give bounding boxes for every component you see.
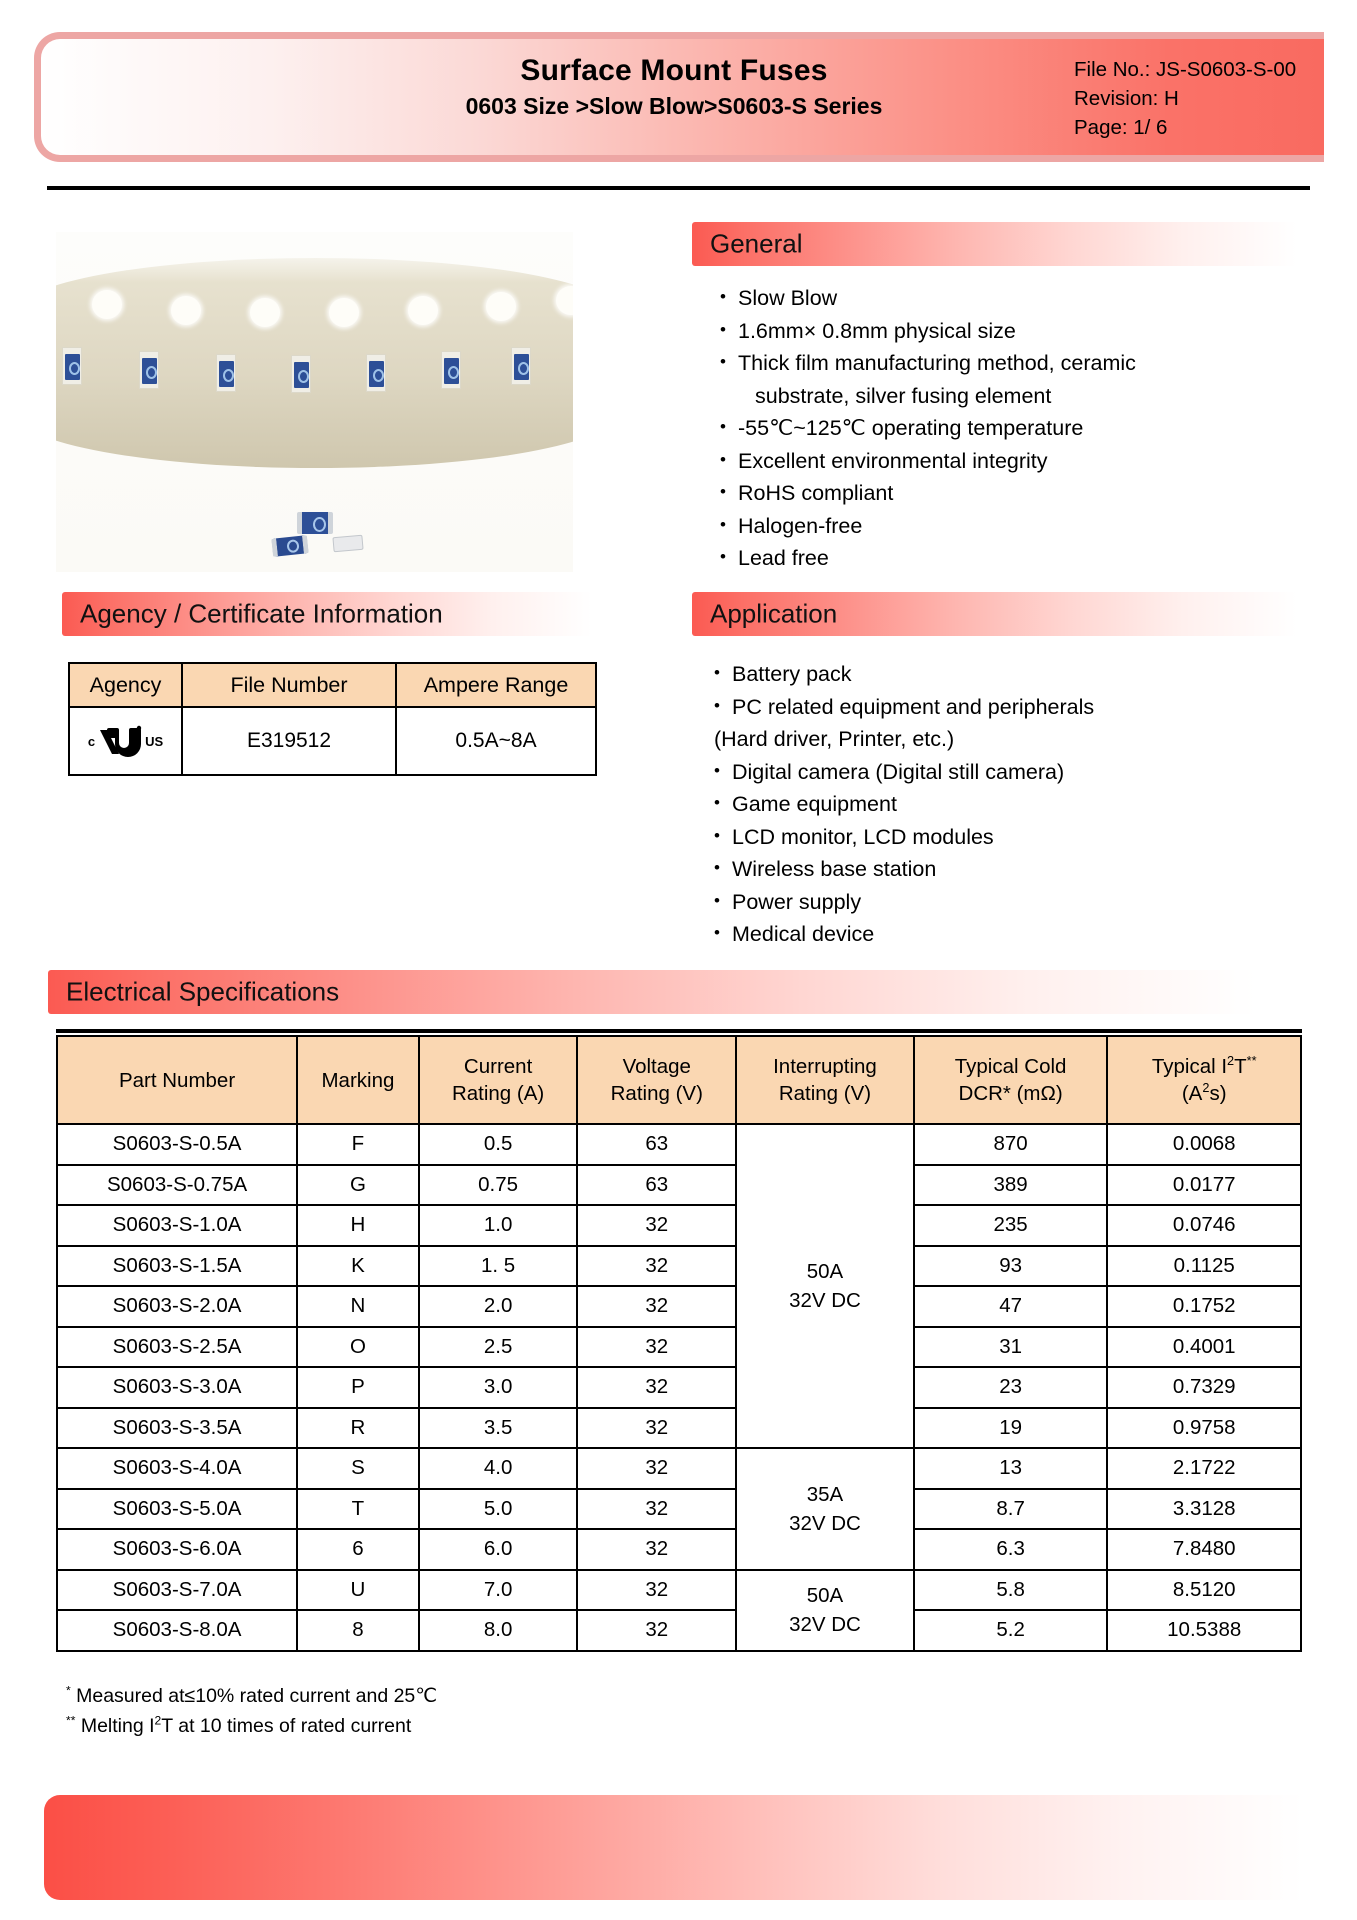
cell-part-number: S0603-S-1.5A <box>57 1246 297 1287</box>
interrupting-voltage: 32V DC <box>789 1613 861 1636</box>
table-row <box>57 1529 1301 1570</box>
column-header-line1: Typical $I^2T^{**}$ <box>1151 1053 1257 1078</box>
footnote-1 <box>66 1681 437 1711</box>
cell-voltage-rating: 63 <box>577 1165 736 1206</box>
list-item: • Medical device <box>712 918 1094 951</box>
cell-marking: G <box>297 1165 419 1206</box>
table-row <box>57 1448 1301 1489</box>
cell-i2t: 0.1752 <box>1107 1286 1301 1327</box>
tape-highlight <box>56 242 573 282</box>
cell-i2t: 7.8480 <box>1107 1529 1301 1570</box>
spec-table-top-rule <box>56 1029 1302 1033</box>
tape-pocket <box>139 351 159 389</box>
cell-i2t: 0.0068 <box>1107 1124 1301 1165</box>
column-header-line2: $(A^2s)$ <box>1181 1080 1227 1105</box>
cell-i2t: 0.1125 <box>1107 1246 1301 1287</box>
cell-cold-dcr: 13 <box>914 1448 1108 1489</box>
cell-cold-dcr: 8.7 <box>914 1489 1108 1530</box>
list-item: • PC related equipment and peripherals <box>712 691 1094 724</box>
column-header-line1: Part Number <box>118 1068 236 1092</box>
cell-cold-dcr: 5.8 <box>914 1570 1108 1611</box>
cell-current-rating: 2.5 <box>419 1327 578 1368</box>
cell-part-number: S0603-S-3.0A <box>57 1367 297 1408</box>
interrupting-current: 35A <box>806 1482 844 1506</box>
cell-voltage-rating: 32 <box>577 1327 736 1368</box>
interrupting-voltage: 32V DC <box>789 1511 861 1535</box>
smd-fuse-chip <box>444 358 459 384</box>
application-list <box>712 658 1094 951</box>
cell-voltage-rating: 32 <box>577 1246 736 1287</box>
section-title-electrical: Electrical Specifications <box>66 976 340 1007</box>
cell-part-number: S0603-S-7.0A <box>57 1570 297 1611</box>
column-header-file-number: File Number <box>182 663 396 707</box>
cell-voltage-rating: 32 <box>577 1367 736 1408</box>
column-header-line1: Typical Cold <box>954 1055 1067 1078</box>
table-row <box>57 1246 1301 1287</box>
culus-us-label: US <box>145 733 164 749</box>
cell-i2t: 0.0746 <box>1107 1205 1301 1246</box>
cell-cold-dcr: 23 <box>914 1367 1108 1408</box>
list-item: • RoHS compliant <box>718 477 1136 510</box>
page-title: Surface Mount Fuses <box>520 54 828 87</box>
cell-part-number: S0603-S-2.0A <box>57 1286 297 1327</box>
cell-voltage-rating: 32 <box>577 1286 736 1327</box>
tape-sprocket-hole <box>486 292 516 321</box>
cell-voltage-rating: 63 <box>577 1124 736 1165</box>
cell-marking: N <box>297 1286 419 1327</box>
cell-marking: 8 <box>297 1610 419 1651</box>
page-number-label: Page: 1/ 6 <box>1074 116 1168 139</box>
list-item: • Excellent environmental integrity <box>718 445 1136 478</box>
table-row <box>57 1408 1301 1449</box>
section-header-electrical <box>48 970 1306 1014</box>
tape-pocket <box>62 347 82 385</box>
column-header-line1: Interrupting <box>773 1055 877 1078</box>
cell-part-number: S0603-S-4.0A <box>57 1448 297 1489</box>
product-photo <box>56 232 573 572</box>
section-header-general <box>692 222 1322 266</box>
cell-marking: U <box>297 1570 419 1611</box>
cell-voltage-rating: 32 <box>577 1570 736 1611</box>
list-item: • Battery pack <box>712 658 1094 691</box>
page-subtitle: 0603 Size >Slow Blow>S0603-S Series <box>465 93 883 119</box>
tape-sprocket-hole <box>92 290 122 319</box>
cell-part-number: S0603-S-3.5A <box>57 1408 297 1449</box>
list-item: • Power supply <box>712 886 1094 919</box>
cell-marking: R <box>297 1408 419 1449</box>
cell-current-rating: 1.0 <box>419 1205 578 1246</box>
column-header-typical-i2t <box>1107 1036 1301 1124</box>
cell-cold-dcr: 19 <box>914 1408 1108 1449</box>
cell-interrupting-rating <box>736 1124 914 1448</box>
cell-cold-dcr: 6.3 <box>914 1529 1108 1570</box>
cell-current-rating: 1. 5 <box>419 1246 578 1287</box>
culus-c-label: c <box>87 733 96 749</box>
cell-voltage-rating: 32 <box>577 1205 736 1246</box>
footnote-2: ** Melting $I^2T$ at 10 times of rated current <box>66 1713 412 1737</box>
list-item: (Hard driver, Printer, etc.) <box>714 727 955 751</box>
agency-certificate-table <box>68 662 597 776</box>
list-item: • Wireless base station <box>712 853 1094 886</box>
list-item: substrate, silver fusing element <box>755 383 1052 408</box>
column-header-ampere-range: Ampere Range <box>396 663 596 707</box>
page-footer-bar <box>44 1795 1329 1900</box>
smd-fuse-chip <box>142 358 157 384</box>
cell-marking: F <box>297 1124 419 1165</box>
cell-part-number: S0603-S-6.0A <box>57 1529 297 1570</box>
culus-mark-icon <box>88 724 163 758</box>
tape-sprocket-hole <box>329 298 359 327</box>
cell-i2t: 0.4001 <box>1107 1327 1301 1368</box>
list-item: • LCD monitor, LCD modules <box>712 821 1094 854</box>
tape-pocket <box>216 354 236 392</box>
table-row <box>57 1489 1301 1530</box>
cell-marking: 6 <box>297 1529 419 1570</box>
cell-current-rating: 4.0 <box>419 1448 578 1489</box>
cell-current-rating: 8.0 <box>419 1610 578 1651</box>
cell-marking: K <box>297 1246 419 1287</box>
cell-cold-dcr: 47 <box>914 1286 1108 1327</box>
list-item: • Slow Blow <box>718 282 1136 315</box>
agency-ampere-range: 0.5A~8A <box>396 707 596 775</box>
tape-sprocket-hole <box>408 296 438 325</box>
smd-fuse-chip <box>514 354 529 380</box>
cell-current-rating: 7.0 <box>419 1570 578 1611</box>
tape-pocket <box>366 354 386 392</box>
general-list <box>718 282 1136 575</box>
column-header-line1: Current <box>463 1055 533 1078</box>
section-header-application <box>692 592 1322 636</box>
list-item: • Thick film manufacturing method, ceramic <box>718 347 1136 380</box>
footnote-2-marker: ** <box>66 1713 76 1728</box>
cell-current-rating: 0.75 <box>419 1165 578 1206</box>
column-header-agency: Agency <box>69 663 182 707</box>
column-header-line2: DCR* (mΩ) <box>958 1082 1063 1105</box>
interrupting-current: 50A <box>806 1260 844 1283</box>
cell-marking: S <box>297 1448 419 1489</box>
cell-i2t: 2.1722 <box>1107 1448 1301 1489</box>
cell-voltage-rating: 32 <box>577 1529 736 1570</box>
cell-interrupting-rating <box>736 1448 914 1570</box>
cell-voltage-rating: 32 <box>577 1448 736 1489</box>
cell-cold-dcr: 870 <box>914 1124 1108 1165</box>
list-item: • -55℃~125℃ operating temperature <box>718 412 1136 445</box>
smd-fuse-chip <box>294 362 309 388</box>
table-header-row <box>57 1036 1301 1124</box>
column-header-voltage-rating <box>577 1036 736 1124</box>
tape-sprocket-hole <box>171 296 201 325</box>
footnote-1-text: Measured at≤10% rated current and 25℃ <box>76 1685 438 1707</box>
ul-mark-icon <box>97 724 143 758</box>
cell-part-number: S0603-S-2.5A <box>57 1327 297 1368</box>
cell-part-number: S0603-S-5.0A <box>57 1489 297 1530</box>
loose-fuse-underside <box>332 535 363 553</box>
smd-fuse-chip <box>369 361 384 387</box>
cell-cold-dcr: 389 <box>914 1165 1108 1206</box>
header-document-meta <box>1074 55 1296 142</box>
footnote-1-marker: * <box>66 1683 71 1698</box>
agency-file-number: E319512 <box>182 707 396 775</box>
cell-i2t: 0.9758 <box>1107 1408 1301 1449</box>
loose-fuse-left <box>271 535 309 557</box>
revision-label: Revision: H <box>1074 87 1179 110</box>
table-row <box>57 1570 1301 1611</box>
interrupting-current: 50A <box>806 1584 844 1607</box>
tape-pocket <box>291 355 311 393</box>
column-header-line1: Voltage <box>622 1055 691 1078</box>
column-header-current-rating <box>419 1036 578 1124</box>
cell-i2t: 10.5388 <box>1107 1610 1301 1651</box>
table-row <box>69 707 596 775</box>
interrupting-voltage: 32V DC <box>789 1289 861 1312</box>
list-item: • Game equipment <box>712 788 1094 821</box>
column-header-marking <box>297 1036 419 1124</box>
column-header-line2: Rating (V) <box>610 1082 703 1105</box>
header-title-block <box>414 52 934 122</box>
list-item: • Digital camera (Digital still camera) <box>712 756 1094 789</box>
cell-current-rating: 3.5 <box>419 1408 578 1449</box>
column-header-line1: Marking <box>321 1068 395 1092</box>
carrier-tape <box>56 258 573 468</box>
tape-sprocket-hole <box>250 298 280 327</box>
list-item: • Halogen-free <box>718 510 1136 543</box>
cell-cold-dcr: 31 <box>914 1327 1108 1368</box>
section-header-agency <box>62 592 614 636</box>
cell-cold-dcr: 93 <box>914 1246 1108 1287</box>
loose-fuse-top <box>297 512 333 534</box>
cell-cold-dcr: 5.2 <box>914 1610 1108 1651</box>
cell-voltage-rating: 32 <box>577 1489 736 1530</box>
column-header-interrupting-rating <box>736 1036 914 1124</box>
cell-current-rating: 5.0 <box>419 1489 578 1530</box>
electrical-specifications-table <box>56 1035 1302 1652</box>
tape-pocket <box>511 347 531 385</box>
column-header-part-number <box>57 1036 297 1124</box>
cell-voltage-rating: 32 <box>577 1408 736 1449</box>
cell-part-number: S0603-S-0.5A <box>57 1124 297 1165</box>
cell-part-number: S0603-S-0.75A <box>57 1165 297 1206</box>
table-row <box>57 1327 1301 1368</box>
header-divider-rule <box>47 186 1310 190</box>
cell-i2t: 8.5120 <box>1107 1570 1301 1611</box>
cell-part-number: S0603-S-8.0A <box>57 1610 297 1651</box>
cell-i2t: 3.3128 <box>1107 1489 1301 1530</box>
cell-current-rating: 0.5 <box>419 1124 578 1165</box>
page-header <box>34 32 1324 162</box>
table-row <box>57 1165 1301 1206</box>
cell-marking: H <box>297 1205 419 1246</box>
list-item: • 1.6mm× 0.8mm physical size <box>718 315 1136 348</box>
smd-fuse-chip <box>65 354 80 380</box>
table-row <box>57 1286 1301 1327</box>
file-number-label: File No.: JS-S0603-S-00 <box>1074 58 1297 81</box>
table-footnotes <box>66 1681 437 1741</box>
cell-marking: O <box>297 1327 419 1368</box>
tape-pocket <box>441 351 461 389</box>
cell-voltage-rating: 32 <box>577 1610 736 1651</box>
column-header-typical-cold-dcr <box>914 1036 1108 1124</box>
cell-marking: T <box>297 1489 419 1530</box>
section-title-general: General <box>710 228 803 259</box>
table-row <box>57 1124 1301 1165</box>
cell-current-rating: 2.0 <box>419 1286 578 1327</box>
cell-i2t: 0.7329 <box>1107 1367 1301 1408</box>
column-header-line2: Rating (V) <box>778 1082 872 1105</box>
list-item: • Lead free <box>718 542 1136 575</box>
cell-current-rating: 3.0 <box>419 1367 578 1408</box>
column-header-line2: Rating (A) <box>451 1082 545 1105</box>
cell-i2t: 0.0177 <box>1107 1165 1301 1206</box>
cell-cold-dcr: 235 <box>914 1205 1108 1246</box>
agency-logo-cell <box>69 707 182 775</box>
table-row <box>57 1610 1301 1651</box>
section-title-application: Application <box>710 598 838 629</box>
section-title-agency: Agency / Certificate Information <box>80 598 443 629</box>
cell-interrupting-rating <box>736 1570 914 1651</box>
table-row <box>57 1367 1301 1408</box>
cell-part-number: S0603-S-1.0A <box>57 1205 297 1246</box>
cell-marking: P <box>297 1367 419 1408</box>
cell-current-rating: 6.0 <box>419 1529 578 1570</box>
table-header-row <box>69 663 596 707</box>
table-row <box>57 1205 1301 1246</box>
smd-fuse-chip <box>219 361 234 387</box>
